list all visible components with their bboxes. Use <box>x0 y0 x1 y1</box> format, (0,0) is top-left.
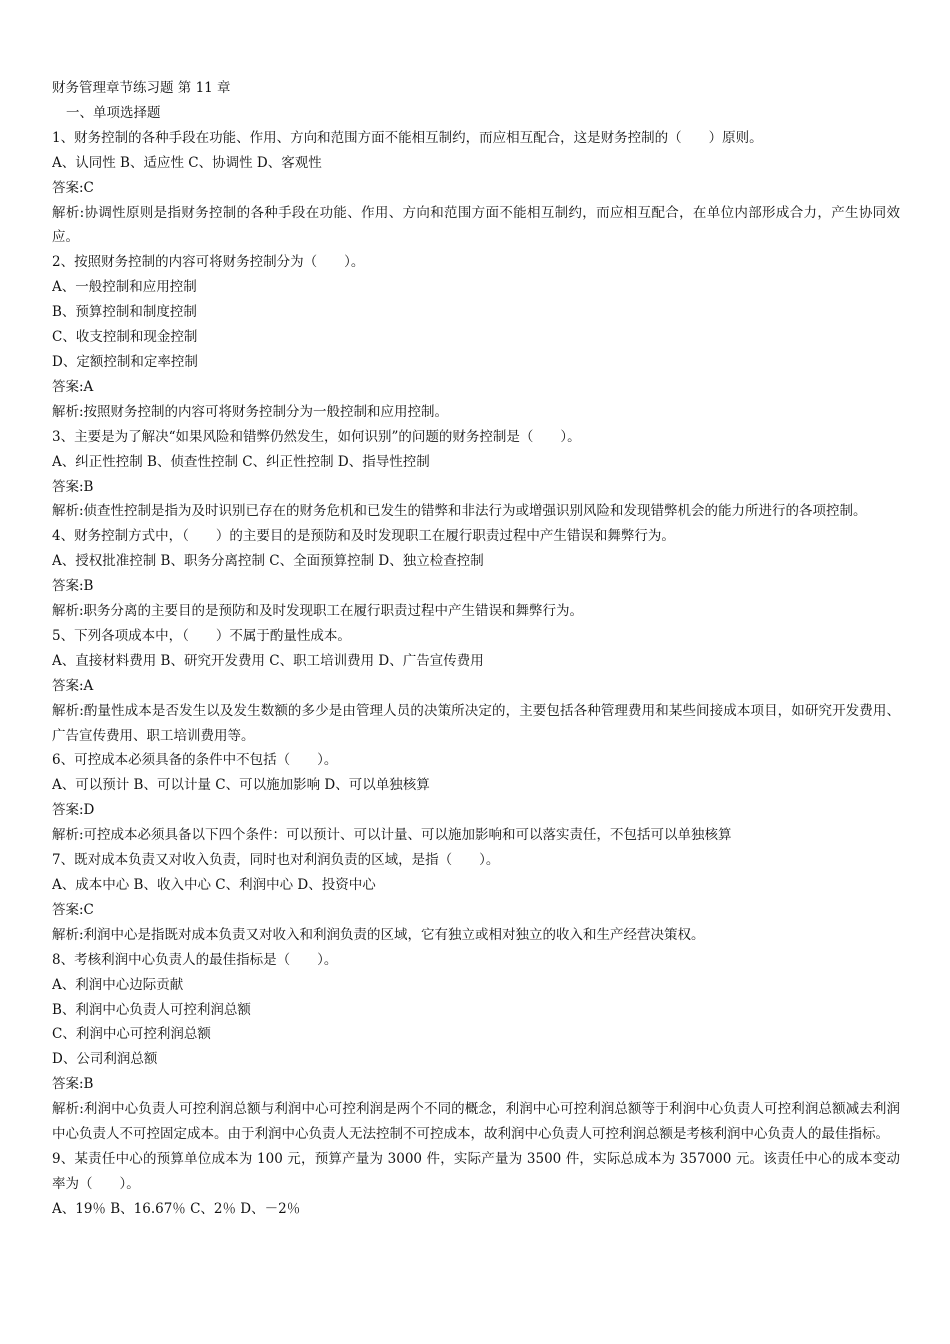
question-3: 3、主要是为了解决“如果风险和错弊仍然发生，如何识别”的问题的财务控制是（ ）。 <box>52 428 581 445</box>
question-6: 6、可控成本必须具备的条件中不包括（ ）。 <box>52 752 338 769</box>
question-1: 1、财务控制的各种手段在功能、作用、方向和范围方面不能相互制约，而应相互配合，这是财务控制的（ ）原则。 <box>52 129 763 146</box>
analysis-3: 解析:侦查性控制是指为及时识别已存在的财务危机和已发生的错弊和非法行为或增强识别风险和发现错弊机会的能力所进行的各项控制。 <box>52 503 867 520</box>
option-2b: B、预算控制和制度控制 <box>52 304 197 321</box>
question-5: 5、下列各项成本中，（ ）不属于酌量性成本。 <box>52 627 351 644</box>
options-3: A、纠正性控制 B、侦查性控制 C、纠正性控制 D、指导性控制 <box>52 453 430 470</box>
analysis-1: 解析:协调性原则是指财务控制的各种手段在功能、作用、方向和范围方面不能相互制约，而应相互配合，在单位内部形成合力，产生协同效应。 <box>52 204 900 246</box>
option-2c: C、收支控制和现金控制 <box>52 329 198 346</box>
answer-7: 答案:C <box>52 901 94 918</box>
answer-6: 答案:D <box>52 802 95 819</box>
option-8d: D、公司利润总额 <box>52 1051 158 1068</box>
answer-1: 答案:C <box>52 179 94 196</box>
answer-4: 答案:B <box>52 578 94 595</box>
option-2d: D、定额控制和定率控制 <box>52 353 198 370</box>
option-8c: C、利润中心可控利润总额 <box>52 1026 211 1043</box>
question-8: 8、考核利润中心负责人的最佳指标是（ ）。 <box>52 951 338 968</box>
question-9: 9、某责任中心的预算单位成本为 100 元，预算产量为 3000 件，实际产量为 3500 件，实际总成本为 357000 元。该责任中心的成本变动率为（ ）。 <box>52 1150 900 1192</box>
option-8b: B、利润中心负责人可控利润总额 <box>52 1001 251 1018</box>
option-2a: A、一般控制和应用控制 <box>52 279 197 296</box>
analysis-2: 解析:按照财务控制的内容可将财务控制分为一般控制和应用控制。 <box>52 403 449 420</box>
answer-2: 答案:A <box>52 378 94 395</box>
answer-8: 答案:B <box>52 1076 94 1093</box>
option-8a: A、利润中心边际贡献 <box>52 976 184 993</box>
analysis-7: 解析:利润中心是指既对成本负责又对收入和利润负责的区域，它有独立或相对独立的收入和生产经营决策权。 <box>52 926 705 943</box>
options-4: A、授权批准控制 B、职务分离控制 C、全面预算控制 D、独立检查控制 <box>52 553 484 570</box>
analysis-5: 解析:酌量性成本是否发生以及发生数额的多少是由管理人员的决策所决定的，主要包括各种管理费用和某些间接成本项目，如研究开发费用、广告宣传费用、职工培训费用等。 <box>52 702 900 744</box>
options-6: A、可以预计 B、可以计量 C、可以施加影响 D、可以单独核算 <box>52 777 430 794</box>
options-9: A、19％ B、16.67％ C、2％ D、－2％ <box>52 1200 301 1217</box>
options-7: A、成本中心 B、收入中心 C、利润中心 D、投资中心 <box>52 877 376 893</box>
section-heading: 一、单项选择题 <box>66 104 161 121</box>
options-1: A、认同性 B、适应性 C、协调性 D、客观性 <box>52 154 322 171</box>
analysis-6: 解析:可控成本必须具备以下四个条件：可以预计、可以计量、可以施加影响和可以落实责任，不包括可以单独核算 <box>52 827 732 844</box>
answer-5: 答案:A <box>52 677 94 694</box>
question-7: 7、既对成本负责又对收入负责，同时也对利润负责的区域，是指（ ）。 <box>52 852 500 869</box>
analysis-4: 解析:职务分离的主要目的是预防和及时发现职工在履行职责过程中产生错误和舞弊行为。 <box>52 603 584 620</box>
document-page <box>52 76 900 1222</box>
analysis-8: 解析:利润中心负责人可控利润总额与利润中心可控利润是两个不同的概念，利润中心可控利润总额等于利润中心负责人可控利润总额减去利润中心负责人不可控固定成本。由于利润中心负责人无法控制不可控成本，故利润中心负责人可控利润总额是考核利润中心负责人的最佳指标。 <box>52 1101 900 1143</box>
document-title: 财务管理章节练习题 第 11 章 <box>52 80 231 96</box>
answer-3: 答案:B <box>52 478 94 495</box>
question-2: 2、按照财务控制的内容可将财务控制分为（ ）。 <box>52 254 365 271</box>
options-5: A、直接材料费用 B、研究开发费用 C、职工培训费用 D、广告宣传费用 <box>52 652 484 669</box>
question-4: 4、财务控制方式中，（ ）的主要目的是预防和及时发现职工在履行职责过程中产生错误和舞弊行为。 <box>52 528 675 545</box>
